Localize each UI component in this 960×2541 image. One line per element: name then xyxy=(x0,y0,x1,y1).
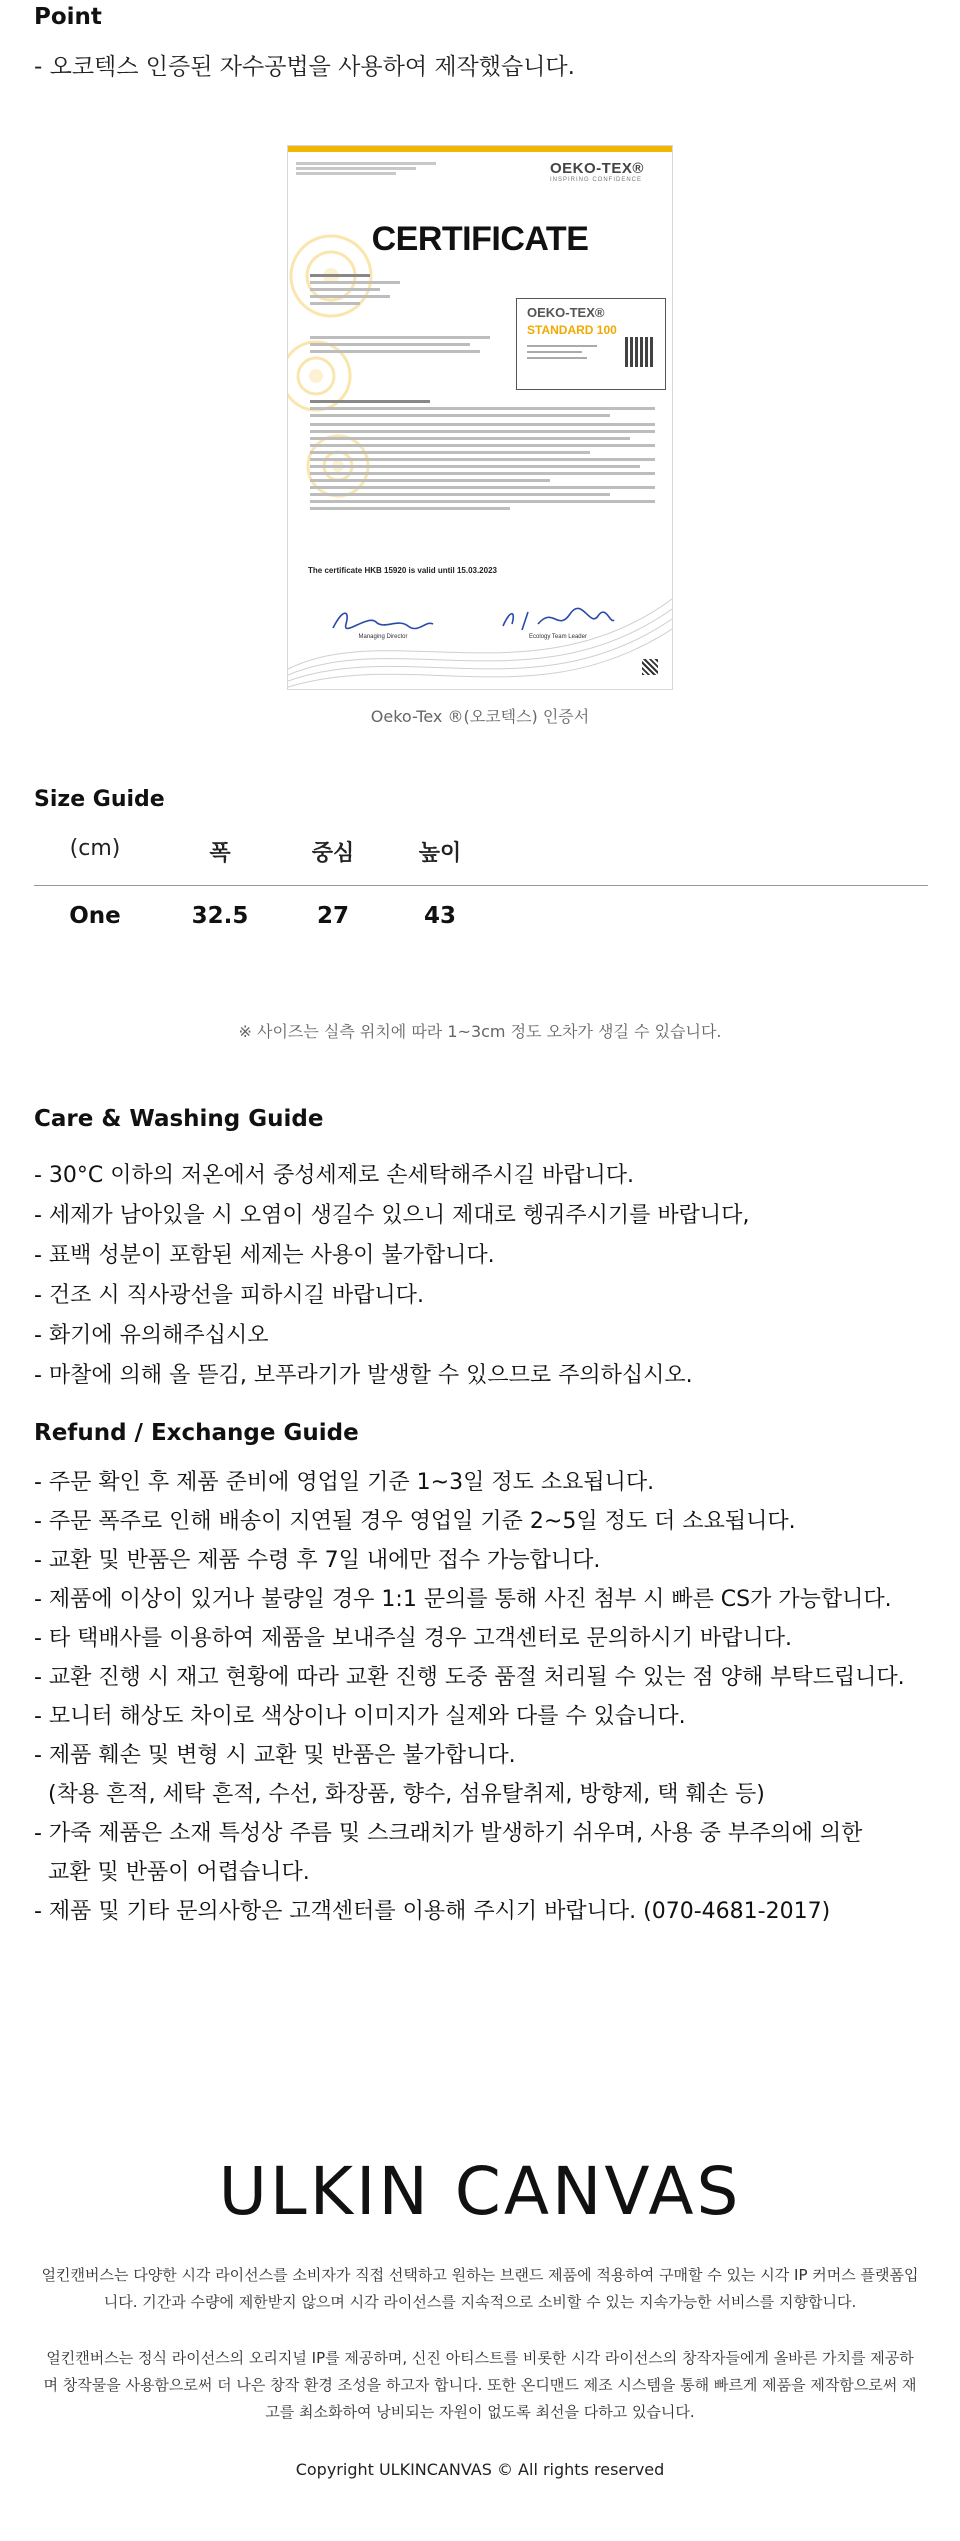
refund-line: - 가죽 제품은 소재 특성상 주름 및 스크래치가 발생하기 쉬우며, 사용 중 부주의에 의한 xyxy=(34,1821,863,1846)
certificate-header-lines xyxy=(296,160,446,177)
footer-paragraph-2: 얼킨캔버스는 정식 라이선스의 오리지널 IP를 제공하며, 신진 아티스트를 비롯한 시각 라이선스의 창작자들에게 올바른 가치를 제공하며 창작물을 사용함으로써 더 나은 창작 환경 조성을 하고자 합니다. 또한 온디맨드 제조 시스템을 통해 빠르게 제품을 제작함으로써 재고를 최소화하여 낭비되는 자원이 없도록 최선을 다하고 있습니다. xyxy=(43,2349,917,2421)
certificate-authorization-lines xyxy=(310,336,490,357)
certificate-caption: Oeko-Tex ®(오코텍스) 인증서 xyxy=(370,707,590,726)
oeko-tex-standard-badge xyxy=(516,298,666,390)
certificate-articles-lines xyxy=(310,400,655,514)
badge-qr-icon xyxy=(625,337,655,367)
size-guide-title: Size Guide xyxy=(34,787,165,812)
brand-logo-text: ULKIN CANVAS xyxy=(218,2153,742,2230)
care-line: - 30°C 이하의 저온에서 중성세제로 손세탁해주시길 바랍니다. xyxy=(34,1163,635,1188)
refund-line: (착용 흔적, 세탁 흔적, 수선, 화장품, 향수, 섬유탈취제, 방향제, 택 훼손 등) xyxy=(34,1782,765,1807)
size-cell-size: One xyxy=(69,903,121,929)
size-header-center: 중심 xyxy=(311,841,355,866)
signer-right-title: Ecology Team Leader xyxy=(529,634,587,640)
refund-guide-title: Refund / Exchange Guide xyxy=(34,1420,359,1446)
refund-line: 교환 및 반품이 어렵습니다. xyxy=(34,1860,310,1885)
refund-line: - 모니터 해상도 차이로 색상이나 이미지가 실제와 다를 수 있습니다. xyxy=(34,1704,686,1729)
certificate-heading: CERTIFICATE xyxy=(371,220,589,258)
size-table-divider xyxy=(34,885,928,886)
care-line: - 마찰에 의해 올 뜯김, 보푸라기가 발생할 수 있으므로 주의하십시오. xyxy=(34,1363,693,1388)
certificate-top-bar xyxy=(288,146,672,152)
size-header-unit: (cm) xyxy=(69,836,121,861)
refund-line: - 타 택배사를 이용하여 제품을 보내주실 경우 고객센터로 문의하시기 바랍니다. xyxy=(34,1626,792,1651)
care-guide-title: Care & Washing Guide xyxy=(34,1106,324,1132)
refund-line: - 교환 진행 시 재고 현황에 따라 교환 진행 도중 품절 처리될 수 있는 점 양해 부탁드립니다. xyxy=(34,1665,905,1690)
care-line: - 표백 성분이 포함된 세제는 사용이 불가합니다. xyxy=(34,1243,495,1268)
point-text: - 오코텍스 인증된 자수공법을 사용하여 제작했습니다. xyxy=(34,54,575,80)
badge-title: OEKO-TEX® xyxy=(527,305,605,320)
point-title: Point xyxy=(34,4,102,30)
size-header-width: 폭 xyxy=(209,841,231,866)
care-line: - 세제가 남아있을 시 오염이 생길수 있으니 제대로 헹궈주시기를 바랍니다, xyxy=(34,1203,750,1228)
refund-line: - 제품 및 기타 문의사항은 고객센터를 이용해 주시기 바랍니다. (070-4681-2017) xyxy=(34,1899,831,1924)
care-line: - 화기에 유의해주십시오 xyxy=(34,1323,269,1348)
refund-line: - 제품에 이상이 있거나 불량일 경우 1:1 문의를 통해 사진 첨부 시 빠른 CS가 가능합니다. xyxy=(34,1587,892,1612)
footer-paragraph-1: 얼킨캔버스는 다양한 시각 라이선스를 소비자가 직접 선택하고 원하는 브랜드 제품에 적용하여 구매할 수 있는 시각 IP 커머스 플랫폼입니다. 기간과 수량에 제한받지 않으며 시각 라이선스를 지속적으로 소비할 수 있는 지속가능한 서비스를 지향합니다. xyxy=(41,2266,919,2311)
refund-line: - 교환 및 반품은 제품 수령 후 7일 내에만 접수 가능합니다. xyxy=(34,1548,601,1573)
signer-left-title: Managing Director xyxy=(358,634,408,640)
oeko-tex-certificate-image xyxy=(287,145,673,690)
certificate-valid-text: The certificate HKB 15920 is valid until 15.03.2023 xyxy=(308,566,497,575)
oeko-tex-logo-text: OEKO-TEX® xyxy=(550,160,644,177)
size-note: ※ 사이즈는 실측 위치에 따라 1~3cm 정도 오차가 생길 수 있습니다. xyxy=(238,1022,722,1041)
oeko-tex-logo-subtext: INSPIRING CONFIDENCE xyxy=(550,177,643,183)
refund-line: - 주문 확인 후 제품 준비에 영업일 기준 1~3일 정도 소요됩니다. xyxy=(34,1470,655,1495)
size-cell-center: 27 xyxy=(316,903,349,929)
signature-right-icon xyxy=(498,604,618,634)
refund-line: - 주문 폭주로 인해 배송이 지연될 경우 영업일 기준 2~5일 정도 더 소요됩니다. xyxy=(34,1509,796,1534)
care-line: - 건조 시 직사광선을 피하시길 바랍니다. xyxy=(34,1283,424,1308)
size-cell-width: 32.5 xyxy=(191,903,249,929)
copyright-text: Copyright ULKINCANVAS © All rights reserved xyxy=(295,2460,665,2479)
size-header-height: 높이 xyxy=(418,841,462,866)
oeko-tex-logo xyxy=(550,160,644,183)
size-cell-height: 43 xyxy=(423,903,456,929)
badge-standard: STANDARD 100 xyxy=(527,323,617,337)
refund-line: - 제품 훼손 및 변형 시 교환 및 반품은 불가합니다. xyxy=(34,1743,516,1768)
certificate-qr-icon xyxy=(642,659,658,675)
signature-left-icon xyxy=(328,604,438,634)
certificate-company-lines xyxy=(310,274,400,309)
badge-lines xyxy=(527,345,597,363)
